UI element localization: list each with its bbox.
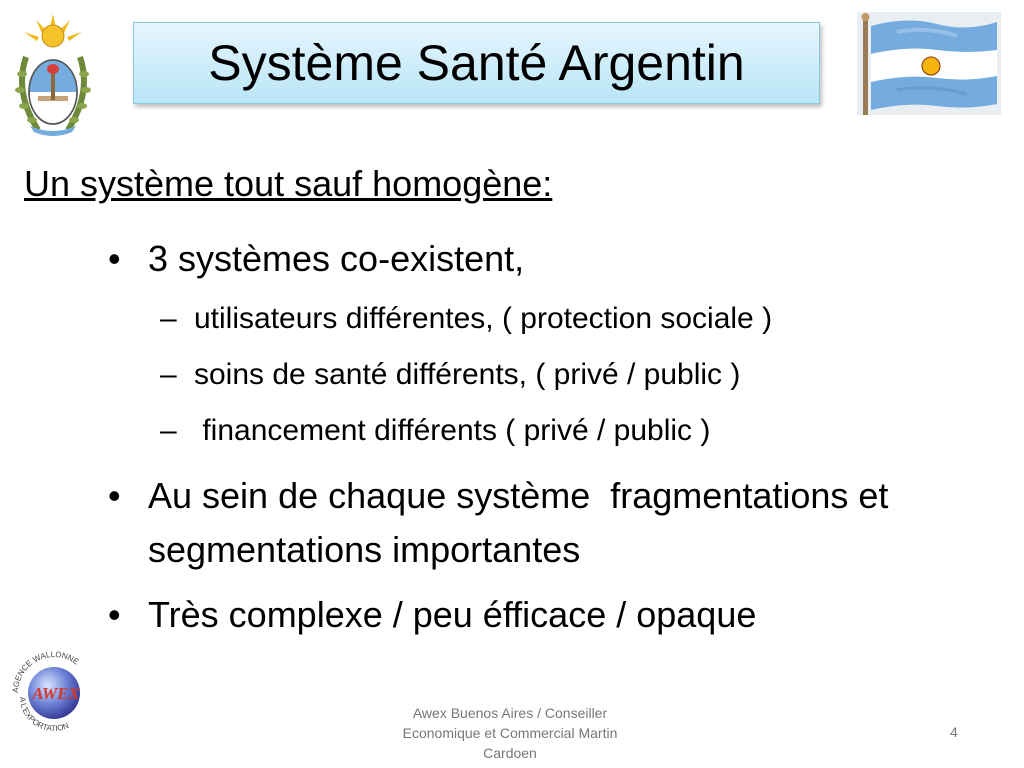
footer-line-1: Awex Buenos Aires / Conseiller xyxy=(412,705,608,721)
awex-logo xyxy=(8,647,100,739)
awex-arc-top-text: AGENCE WALLONNE xyxy=(10,649,81,694)
bullet-1-text: 3 systèmes co-existent, xyxy=(148,238,525,279)
bullet-marker: • xyxy=(108,238,121,279)
dash-marker: – xyxy=(160,414,177,447)
awex-arc-bottom-text: A L'EXPORTATION xyxy=(17,696,71,734)
sub-bullet-1-text: utilisateurs différentes, ( protection sociale ) xyxy=(194,302,773,335)
bullet-3-text: Très complexe / peu éfficace / opaque xyxy=(148,594,757,635)
dash-marker: – xyxy=(160,358,177,391)
page-title: Système Santé Argentin xyxy=(208,35,745,91)
dash-marker: – xyxy=(160,302,177,335)
argentina-coat-of-arms-icon xyxy=(8,12,98,140)
argentina-flag-icon xyxy=(857,12,1001,115)
bullet-marker: • xyxy=(108,475,121,516)
bullet-2-text-line1: Au sein de chaque système fragmentations et xyxy=(148,475,889,516)
sub-bullet-3-text: financement différents ( privé / public ) xyxy=(194,414,711,447)
bullet-2-text-line2: segmentations importantes xyxy=(148,529,581,570)
sub-bullet-2-text: soins de santé différents, ( privé / public ) xyxy=(194,358,741,391)
page-number: 4 xyxy=(950,724,958,740)
footer-line-2: Economique et Commercial Martin xyxy=(402,725,618,741)
footer-line-3: Cardoen xyxy=(483,745,537,761)
footer-text xyxy=(380,703,640,763)
bullet-marker: • xyxy=(108,594,121,635)
title-box xyxy=(133,22,820,104)
subtitle: Un système tout sauf homogène: xyxy=(24,163,553,204)
awex-mark: AWEX xyxy=(32,684,80,703)
